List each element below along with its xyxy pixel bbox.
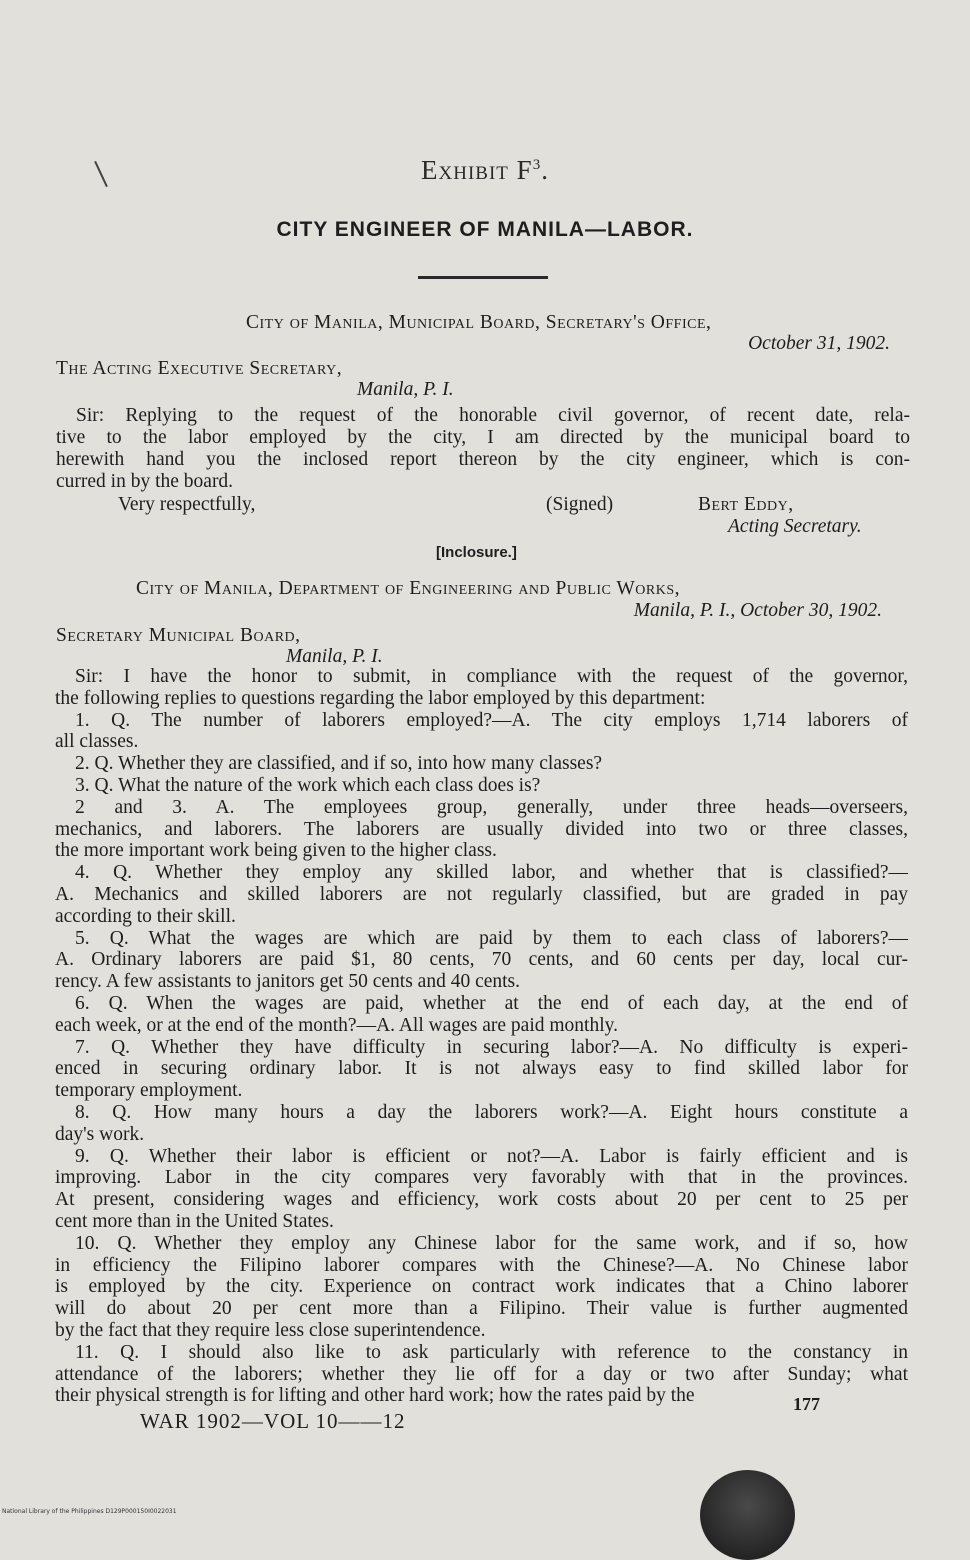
body-line: A. Ordinary laborers are paid $1, 80 cents, 70 cents, and 60 cents per day, local cur- bbox=[55, 949, 908, 971]
body-line: according to their skill. bbox=[55, 905, 236, 927]
signature-mark: WAR 1902—VOL 10——12 bbox=[140, 1409, 406, 1433]
body-line: improving. Labor in the city compares very favorably with that in the provinces. bbox=[55, 1167, 908, 1189]
body-line: temporary employment. bbox=[55, 1080, 243, 1102]
body-line: 4. Q. Whether they employ any skilled labor, and whether that is classified?— bbox=[75, 862, 908, 884]
letter1-signer: Bert Eddy, bbox=[698, 494, 794, 515]
body-line: in efficiency the Filipino laborer compares with the Chinese?—A. No Chinese labor bbox=[55, 1254, 908, 1276]
body-line: At present, considering wages and efficiency, work costs about 20 per cent to 25 per bbox=[55, 1189, 908, 1211]
body-line: 11. Q. I should also like to ask particularly with reference to the constancy in bbox=[75, 1341, 908, 1363]
body-line: 10. Q. Whether they employ any Chinese labor for the same work, and if so, how bbox=[75, 1232, 908, 1254]
body-line: 5. Q. What the wages are which are paid by them to each class of laborers?— bbox=[75, 927, 908, 949]
body-line: 7. Q. Whether they have difficulty in securing labor?—A. No difficulty is experi- bbox=[75, 1036, 908, 1058]
library-credit: National Library of the Philippines D129P000150I0022031 bbox=[2, 1508, 177, 1515]
title-rule bbox=[418, 276, 548, 279]
page-number: 177 bbox=[793, 1394, 820, 1414]
body-line: cent more than in the United States. bbox=[55, 1211, 334, 1232]
body-line: 9. Q. Whether their labor is efficient or not?—A. Labor is fairly efficient and is bbox=[75, 1145, 908, 1167]
letter2-date: Manila, P. I., October 30, 1902. bbox=[633, 600, 882, 621]
letter1-date: October 31, 1902. bbox=[748, 333, 890, 354]
body-line: is employed by the city. Experience on contract work indicates that a Chino laborer bbox=[55, 1276, 908, 1298]
letter1-signed: (Signed) bbox=[546, 494, 614, 515]
letter1-closing: Very respectfully, bbox=[118, 494, 256, 515]
body-line: tive to the labor employed by the city, I am directed by the municipal board to bbox=[56, 427, 910, 448]
body-line: 2 and 3. A. The employees group, generally, under three heads—overseers, bbox=[75, 796, 908, 818]
letter2-place: Manila, P. I. bbox=[286, 646, 383, 667]
inclosure-label: [Inclosure.] bbox=[436, 544, 517, 561]
body-line: will do about 20 per cent more than a Filipino. Their value is further augmented bbox=[55, 1298, 908, 1320]
body-line: herewith hand you the inclosed report thereon by the city engineer, which is con- bbox=[56, 449, 910, 470]
body-line: mechanics, and laborers. The laborers are usually divided into two or three classes, bbox=[55, 818, 908, 840]
body-line: curred in by the board. bbox=[56, 471, 234, 492]
body-line: their physical strength is for lifting and other hard work; how the rates paid by the bbox=[55, 1385, 695, 1407]
letter2-recipient: Secretary Municipal Board, bbox=[56, 625, 301, 646]
body-line: 3. Q. What the nature of the work which each class does is? bbox=[75, 775, 541, 796]
body-line: by the fact that they require less close superintendence. bbox=[55, 1320, 486, 1341]
body-line: 8. Q. How many hours a day the laborers work?—A. Eight hours constitute a bbox=[75, 1102, 908, 1123]
letter1-from: City of Manila, Municipal Board, Secretary's Office, bbox=[246, 312, 712, 333]
body-line: 1. Q. The number of laborers employed?—A. The city employs 1,714 laborers of bbox=[75, 709, 908, 731]
body-line: the more important work being given to the higher class. bbox=[55, 840, 497, 862]
body-line: 6. Q. When the wages are paid, whether at the end of each day, at the end of bbox=[75, 993, 908, 1014]
letter1-place: Manila, P. I. bbox=[357, 379, 454, 400]
body-line: rency. A few assistants to janitors get 50 cents and 40 cents. bbox=[55, 971, 521, 993]
body-line: each week, or at the end of the month?—A. All wages are paid monthly. bbox=[55, 1014, 618, 1036]
document-title: CITY ENGINEER OF MANILA—LABOR. bbox=[276, 218, 694, 241]
letter1-signer-title: Acting Secretary. bbox=[728, 516, 862, 537]
letter2-from: City of Manila, Department of Engineering and Public Works, bbox=[136, 578, 681, 599]
body-line: 2. Q. Whether they are classified, and if so, into how many classes? bbox=[75, 753, 603, 775]
body-line: day's work. bbox=[55, 1123, 145, 1145]
thumb-shadow bbox=[700, 1470, 795, 1560]
body-line: all classes. bbox=[55, 731, 139, 753]
letter1-recipient: The Acting Executive Secretary, bbox=[56, 358, 343, 379]
body-line: the following replies to questions regarding the labor employed by this department: bbox=[55, 687, 706, 709]
body-line: Sir: Replying to the request of the honorable civil governor, of recent date, rela- bbox=[76, 405, 910, 426]
exhibit-heading: Exhibit $F^3$. bbox=[421, 155, 549, 185]
body-line: enced in securing ordinary labor. It is not always easy to find skilled labor for bbox=[55, 1058, 908, 1080]
body-line: A. Mechanics and skilled laborers are not regularly classified, but are graded in pay bbox=[55, 884, 908, 905]
body-line: attendance of the laborers; whether they lie off for a day or two after Sunday; what bbox=[55, 1363, 908, 1385]
body-line: Sir: I have the honor to submit, in compliance with the request of the governor, bbox=[75, 666, 908, 687]
